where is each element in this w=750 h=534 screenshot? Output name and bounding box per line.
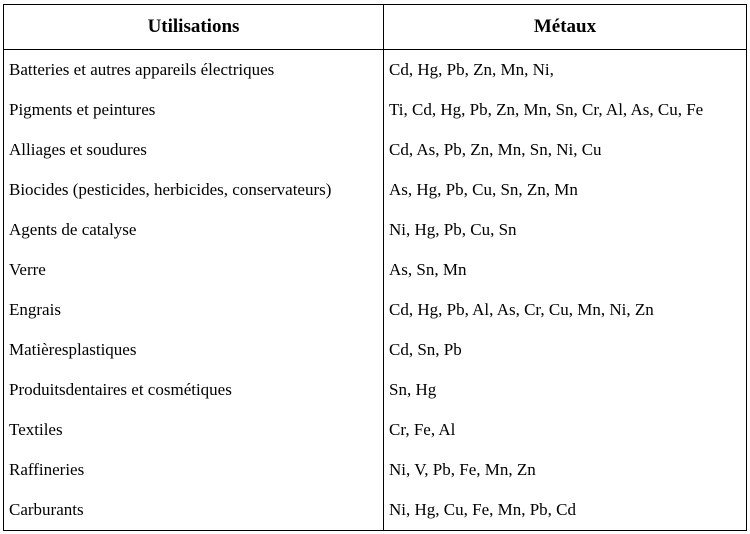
table-row: [4, 90, 746, 130]
table-row: [4, 210, 746, 250]
metals-uses-table: [3, 4, 747, 531]
use-cell: Carburants: [9, 500, 84, 519]
table-row: [4, 130, 746, 170]
table-row: [4, 330, 746, 370]
use-cell: Textiles: [9, 420, 63, 439]
table-body: [4, 50, 746, 530]
metals-cell: Cr, Fe, Al: [389, 420, 456, 439]
metals-cell: Cd, Sn, Pb: [389, 340, 462, 359]
use-cell: Matièresplastiques: [9, 340, 137, 359]
table-row: [4, 410, 746, 450]
metals-cell: Cd, Hg, Pb, Zn, Mn, Ni,: [389, 60, 554, 79]
table-row: [4, 290, 746, 330]
header-uses: Utilisations: [147, 16, 240, 37]
use-cell: Batteries et autres appareils électriques: [9, 60, 275, 79]
use-cell: Agents de catalyse: [9, 220, 137, 239]
table-row: [4, 50, 746, 90]
use-cell: Raffineries: [9, 460, 85, 479]
use-cell: Verre: [9, 260, 46, 279]
table-row: [4, 490, 746, 530]
use-cell: Pigments et peintures: [9, 100, 156, 119]
metals-cell: As, Sn, Mn: [389, 260, 467, 279]
metals-cell: Sn, Hg: [389, 380, 437, 399]
metals-cell: Ni, Hg, Pb, Cu, Sn: [389, 220, 517, 239]
table-row: [4, 450, 746, 490]
table-row: [4, 250, 746, 290]
metals-cell: Cd, As, Pb, Zn, Mn, Sn, Ni, Cu: [389, 140, 602, 159]
use-cell: Biocides (pesticides, herbicides, conservateurs): [9, 180, 332, 199]
metals-cell: Cd, Hg, Pb, Al, As, Cr, Cu, Mn, Ni, Zn: [389, 300, 654, 319]
table-row: [4, 170, 746, 210]
header-metals: Métaux: [533, 16, 597, 37]
use-cell: Alliages et soudures: [9, 140, 147, 159]
use-cell: Produitsdentaires et cosmétiques: [9, 380, 232, 399]
use-cell: Engrais: [9, 300, 61, 319]
metals-cell: Ti, Cd, Hg, Pb, Zn, Mn, Sn, Cr, Al, As, Cu, Fe: [389, 100, 704, 119]
metals-cell: Ni, Hg, Cu, Fe, Mn, Pb, Cd: [389, 500, 577, 519]
metals-cell: As, Hg, Pb, Cu, Sn, Zn, Mn: [389, 180, 578, 199]
table-row: [4, 370, 746, 410]
metals-cell: Ni, V, Pb, Fe, Mn, Zn: [389, 460, 536, 479]
